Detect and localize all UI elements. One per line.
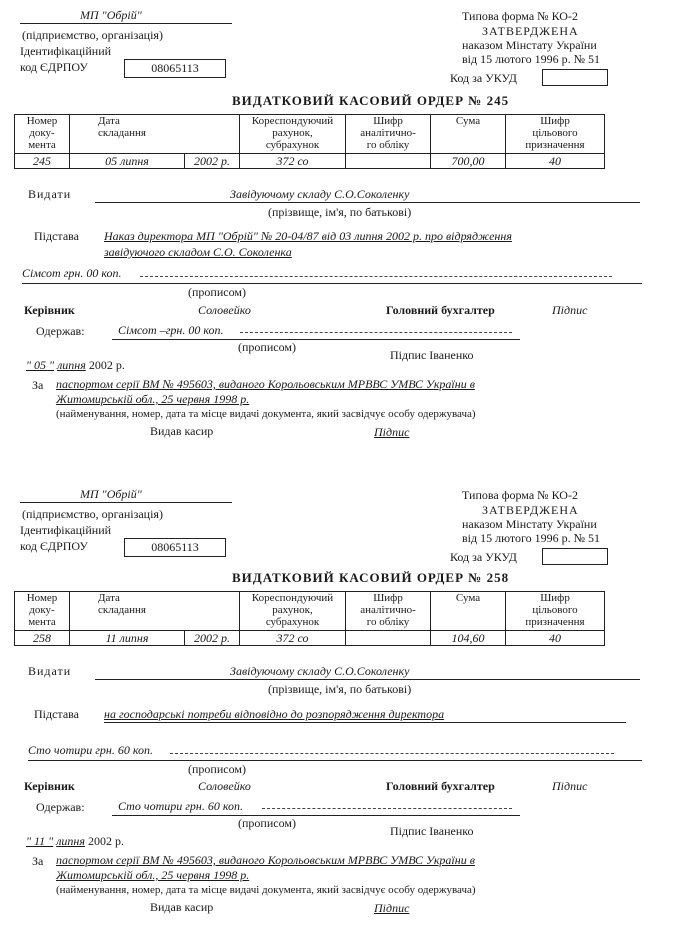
- passport-line-1: паспортом серії ВМ № 495603, виданого Корольовським МРВВС УМВС України в: [56, 377, 475, 391]
- passport-line-2: Житомирській обл., 25 червня 1998 р.: [56, 868, 250, 882]
- header-purpose-code: Шифр цільового призначення: [506, 115, 605, 154]
- header-date: Дата складання: [70, 115, 240, 154]
- form-type: Типова форма № КО-2: [462, 9, 578, 23]
- head-label: Керівник: [24, 303, 75, 317]
- approved-stamp: ЗАТВЕРДЖЕНА: [482, 24, 579, 38]
- date-month: липня: [56, 834, 85, 848]
- approved-stamp: ЗАТВЕРДЖЕНА: [482, 503, 579, 517]
- for-label: За: [32, 378, 44, 392]
- amount-words: Сто чотири грн. 60 коп.: [28, 743, 154, 757]
- value-year: 2002 р.: [185, 631, 240, 646]
- issue-caption: (прізвище, ім'я, по батькові): [268, 682, 412, 696]
- basis-line-2: завідуючого складом С.О. Соколенка: [104, 245, 292, 259]
- for-label: За: [32, 854, 44, 868]
- value-analytic-code: [346, 631, 431, 646]
- ukud-label: Код за УКУД: [450, 550, 517, 564]
- value-analytic-code: [346, 154, 431, 169]
- received-words: Сто чотири грн. 60 коп.: [118, 799, 244, 813]
- issue-date: [26, 358, 125, 373]
- issue-line: [95, 679, 640, 680]
- received-label: Одержав:: [36, 800, 85, 814]
- cashier-signature: Підпис: [374, 901, 410, 915]
- header-amount: Сума: [431, 592, 506, 631]
- order-table: [14, 114, 605, 169]
- header-date: Дата складання: [70, 592, 240, 631]
- basis-line-1: Наказ директора МП "Обрій" № 20-04/87 від 03 липня 2002 р. про відрядження: [104, 229, 512, 243]
- amount-words: Сімсот грн. 00 коп.: [22, 266, 122, 280]
- ukud-label: Код за УКУД: [450, 71, 517, 85]
- basis-label: Підстава: [34, 707, 79, 721]
- header-doc-number: Номер доку- мента: [15, 115, 70, 154]
- table-header-row: [15, 115, 605, 154]
- header-corr-account: Кореспондуючий рахунок, субрахунок: [240, 592, 346, 631]
- amount-words-line: [22, 283, 642, 284]
- table-row: [15, 154, 605, 169]
- issue-label: Видати: [28, 664, 72, 678]
- head-signature: Соловейко: [198, 303, 251, 317]
- decree-line-1: наказом Мінстату України: [462, 517, 597, 531]
- org-name-line: [20, 23, 232, 24]
- cash-order-2: [0, 479, 682, 929]
- date-month: липня: [57, 358, 86, 372]
- received-line: [112, 815, 520, 816]
- header-corr-account: Кореспондуючий рахунок, субрахунок: [240, 115, 346, 154]
- org-name: МП "Обрій": [80, 8, 142, 22]
- org-caption: (підприємство, організація): [22, 28, 163, 42]
- amount-words-line: [28, 760, 642, 761]
- date-year: 2002 р.: [88, 358, 125, 372]
- issue-to: Завідуючому складу С.О.Соколенку: [230, 664, 410, 678]
- received-line: [112, 339, 520, 340]
- value-amount: 700,00: [431, 154, 506, 169]
- table-row: [15, 631, 605, 646]
- edrpou-label-2: код ЄДРПОУ: [20, 60, 88, 74]
- header-analytic-code: Шифр аналітично- го обліку: [346, 115, 431, 154]
- ukud-code-box: [542, 548, 608, 565]
- passport-caption: (найменування, номер, дата та місце видачі документа, який засвідчує особу одержувача): [56, 408, 476, 420]
- decree-line-2: від 15 лютого 1996 р. № 51: [462, 52, 601, 66]
- form-type: Типова форма № КО-2: [462, 488, 578, 502]
- edrpou-code-box: 08065113: [124, 538, 226, 557]
- value-year: 2002 р.: [185, 154, 240, 169]
- edrpou-code-box: 08065113: [124, 59, 226, 78]
- edrpou-label-2: код ЄДРПОУ: [20, 539, 88, 553]
- issue-caption: (прізвище, ім'я, по батькові): [268, 205, 412, 219]
- cashier-label: Видав касир: [150, 424, 214, 438]
- issue-label: Видати: [28, 187, 72, 201]
- decree-line-1: наказом Мінстату України: [462, 38, 597, 52]
- basis-line-1: на господарські потреби відповідно до розпорядження директора: [104, 707, 445, 721]
- passport-line-2: Житомирській обл., 25 червня 1998 р.: [56, 392, 250, 406]
- order-title: ВИДАТКОВИЙ КАСОВИЙ ОРДЕР № 245: [232, 93, 510, 108]
- value-doc-number: 245: [15, 154, 70, 169]
- cashier-signature: Підпис: [374, 425, 410, 439]
- received-caption: (прописом): [238, 340, 296, 354]
- header-doc-number: Номер доку- мента: [15, 592, 70, 631]
- chief-accountant-signature: Підпис: [552, 303, 588, 317]
- ukud-code-box: [542, 69, 608, 86]
- basis-line-rule: [104, 722, 626, 723]
- org-caption: (підприємство, організація): [22, 507, 163, 521]
- value-corr-account: 372 со: [240, 631, 346, 646]
- received-caption: (прописом): [238, 816, 296, 830]
- value-date: 11 липня: [70, 631, 185, 646]
- issue-date: [26, 834, 124, 849]
- cashier-label: Видав касир: [150, 900, 214, 914]
- receiver-signature: Підпис Іваненко: [390, 824, 474, 838]
- value-date: 05 липня: [70, 154, 185, 169]
- amount-words-dash: [170, 753, 614, 754]
- passport-line-1: паспортом серії ВМ № 495603, виданого Корольовським МРВВС УМВС України в: [56, 853, 475, 867]
- edrpou-label-1: Ідентифікаційний: [20, 523, 112, 537]
- table-header-row: [15, 592, 605, 631]
- issue-line: [95, 202, 640, 203]
- chief-accountant-signature: Підпис: [552, 779, 588, 793]
- basis-label: Підстава: [34, 229, 79, 243]
- date-day: " 05 ": [26, 358, 55, 372]
- amount-words-dash: [140, 276, 612, 277]
- received-words: Сімсот –грн. 00 коп.: [118, 323, 224, 337]
- value-purpose-code: 40: [506, 154, 605, 169]
- order-table: [14, 591, 605, 646]
- amount-words-caption: (прописом): [188, 762, 246, 776]
- chief-accountant-label: Головний бухгалтер: [386, 779, 495, 793]
- value-purpose-code: 40: [506, 631, 605, 646]
- issue-to: Завідуючому складу С.О.Соколенку: [230, 187, 410, 201]
- value-amount: 104,60: [431, 631, 506, 646]
- date-day: " 11 ": [26, 834, 54, 848]
- received-dash: [262, 808, 512, 809]
- header-purpose-code: Шифр цільового призначення: [506, 592, 605, 631]
- org-name-line: [20, 502, 232, 503]
- received-label: Одержав:: [36, 324, 85, 338]
- header-analytic-code: Шифр аналітично- го обліку: [346, 592, 431, 631]
- cash-order-1: [0, 0, 682, 450]
- chief-accountant-label: Головний бухгалтер: [386, 303, 495, 317]
- amount-words-caption: (прописом): [188, 285, 246, 299]
- edrpou-label-1: Ідентифікаційний: [20, 44, 112, 58]
- received-dash: [240, 332, 512, 333]
- head-signature: Соловейко: [198, 779, 251, 793]
- head-label: Керівник: [24, 779, 75, 793]
- date-year: 2002 р.: [87, 834, 124, 848]
- value-doc-number: 258: [15, 631, 70, 646]
- receiver-signature: Підпис Іваненко: [390, 348, 474, 362]
- value-corr-account: 372 со: [240, 154, 346, 169]
- decree-line-2: від 15 лютого 1996 р. № 51: [462, 531, 601, 545]
- header-amount: Сума: [431, 115, 506, 154]
- org-name: МП "Обрій": [80, 487, 142, 501]
- order-title: ВИДАТКОВИЙ КАСОВИЙ ОРДЕР № 258: [232, 570, 510, 585]
- passport-caption: (найменування, номер, дата та місце видачі документа, який засвідчує особу одержувача): [56, 884, 476, 896]
